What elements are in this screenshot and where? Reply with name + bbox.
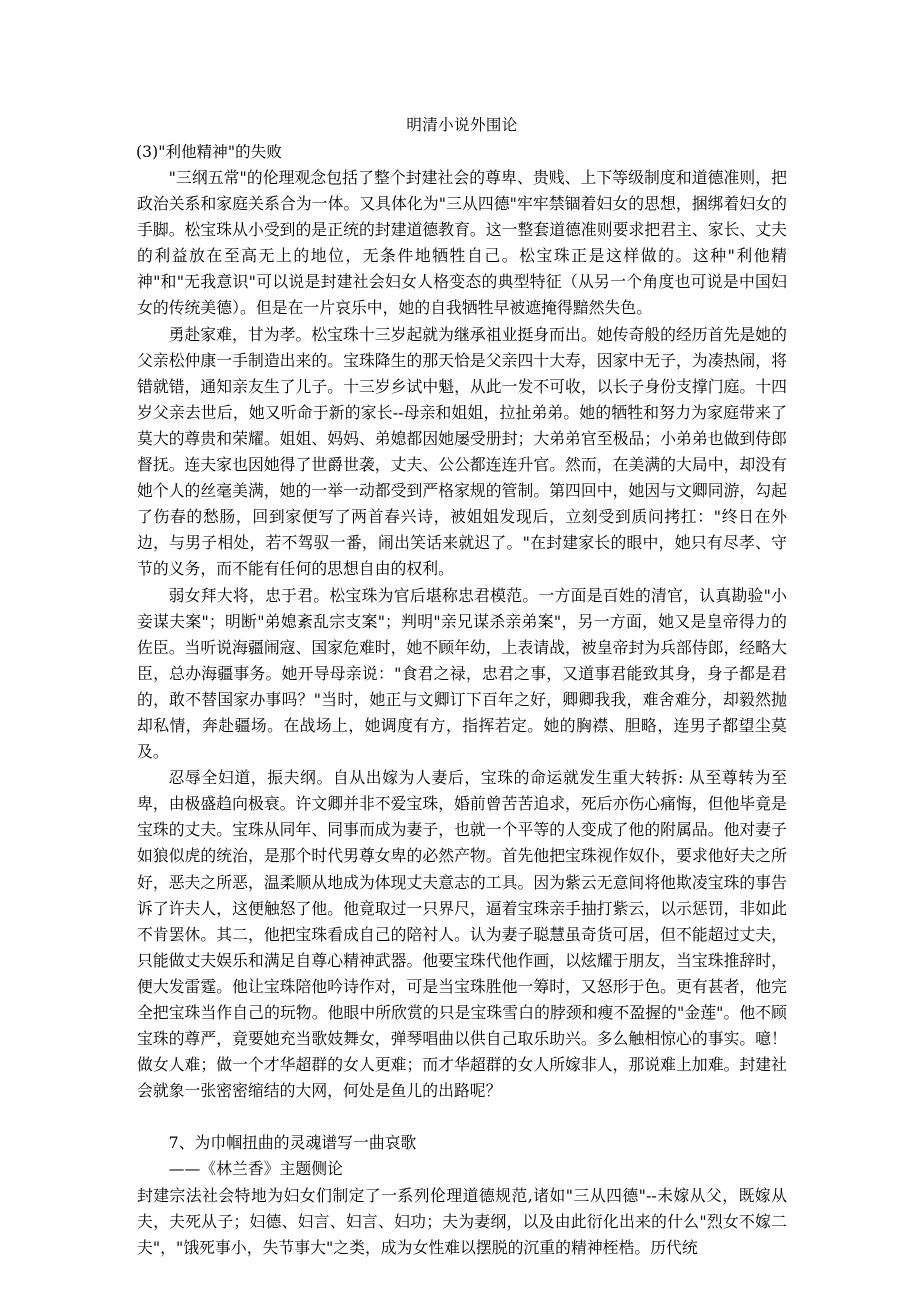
document-content <box>137 112 787 1261</box>
subsection-subtitle: ——《林兰香》主题侧论 <box>168 1159 343 1179</box>
paragraph-1: "三纲五常"的伦理观念包括了整个封建社会的尊卑、贵贱、上下等级制度和道德准则，把政治关系和家庭关系合为一体。又具体化为"三从四德"牢牢禁锢着妇女的思想，捆绑着妇女的手脚。松宝珠从小受到的是正统的封建道德教育。这一整套道德准则要求把君主、家长、丈夫的利益放在至高无上的地位，无条件地牺牲自己。松宝珠正是这样做的。这种"利他精神"和"无我意识"可以说是封建社会妇女人格变态的典型特征（从另一个角度也可说是中国妇女的传统美德）。但是在一片哀乐中，她的自我牺牲早被遮掩得黯然失色。 <box>137 168 787 318</box>
paragraph-2: 勇赴家难，甘为孝。松宝珠十三岁起就为继承祖业挺身而出。她传奇般的经历首先是她的父亲松仲康一手制造出来的。宝珠降生的那天恰是父亲四十大寿，因家中无子，为凑热闹，将错就错，通知亲友生了儿子。十三岁乡试中魁，从此一发不可收，以长子身份支撑门庭。十四岁父亲去世后，她又听命于新的家长--母亲和姐姐，拉扯弟弟。她的牺牲和努力为家庭带来了莫大的尊贵和荣耀。姐姐、妈妈、弟媳都因她屡受册封；大弟弟官至极品；小弟弟也做到侍郎督抚。连夫家也因她得了世爵世袭，丈夫、公公都连连升官。然而，在美满的大局中，却没有她个人的丝毫美满，她的一举一动都受到严格家规的管制。第四回中，她因与文卿同游，勾起了伤春的愁肠，回到家便写了两首春兴诗，被姐姐发现后，立刻受到质问拷扛："终日在外边，与男子相处，若不驾驭一番，闹出笑话来就迟了。"在封建家长的眼中，她只有尽孝、守节的义务，而不能有任何的思想自由的权利。 <box>137 324 787 579</box>
subsection-heading: 7、为巾帼扭曲的灵魂谱写一曲哀歌 <box>168 1133 417 1153</box>
paragraph-3: 弱女拜大将，忠于君。松宝珠为官后堪称忠君模范。一方面是百姓的清官，认真勘验"小妾谋夫案"；明断"弟媳紊乱宗支案"；判明"亲兄谋杀亲弟案"，另一方面，她又是皇帝得力的佐臣。当听说海疆闹寇、国家危难时，她不顾年幼，上表请战，被皇帝封为兵部侍郎，经略大臣，总办海疆事务。她开导母亲说："食君之禄，忠君之事，又道事君能致其身，身子都是君的，敢不替国家办事吗？"当时，她正与文卿订下百年之好，卿卿我我，难舍难分，却毅然抛却私情，奔赴疆场。在战场上，她调度有方，指挥若定。她的胸襟、胆略，连男子都望尘莫及。 <box>137 585 787 762</box>
paragraph-spacer <box>137 1104 787 1130</box>
subsection-paragraph: 封建宗法社会特地为妇女们制定了一系列伦理道德规范,诸如"三从四德"--未嫁从父，既嫁从夫，夫死从子；妇德、妇言、妇言、妇功；夫为妻纲，以及由此衍化出来的什么"烈女不嫁二夫"，"饿死事小，失节事大"之类，成为女性难以摆脱的沉重的精神桎梏。历代统 <box>137 1185 787 1257</box>
page-title: 明清小说外围论 <box>406 116 518 134</box>
section-heading: (3)"利他精神"的失败 <box>136 143 282 161</box>
paragraph-4: 忍辱全妇道，振夫纲。自从出嫁为人妻后，宝珠的命运就发生重大转拆: 从至尊转为至卑，由极盛趋向极衰。许文卿并非不爱宝珠，婚前曾苦苦追求，死后亦伤心痛悔，但他毕竟是宝珠的丈夫。宝珠从同年、同事而成为妻子，也就一个平等的人变成了他的附属品。他对妻子如狼似虎的统治，是那个时代男尊女卑的必然产物。首先他把宝珠视作奴仆，要求他好夫之所好，恶夫之所恶，温柔顺从地成为体现丈夫意志的工具。因为紫云无意间将他欺凌宝珠的事告诉了许夫人，这便触怒了他。他竟取过一只界尺，逼着宝珠亲手抽打紫云，以示惩罚，非如此不肯罢休。其二，他把宝珠看成自己的陪衬人。认为妻子聪慧虽奇货可居，但不能超过丈夫，只能做丈夫娱乐和满足自尊心精神武器。他要宝珠代他作画，以炫耀于朋友，当宝珠推辞时，便大发雷霆。他让宝珠陪他吟诗作对，可是当宝珠胜他一筹时，又怒形于色。更有甚者，他完全把宝珠当作自己的玩物。他眼中所欣赏的只是宝珠雪白的脖颈和瘦不盈握的"金莲"。他不顾宝珠的尊严，竟要她充当歌妓舞女，弹琴唱曲以供自己取乐助兴。多么触相惊心的事实。噫！做女人难；做一个才华超群的女人更难；而才华超群的女人所嫁非人，那说难上加难。封建社会就象一张密密缩结的大网，何处是鱼儿的出路呢？ <box>137 768 787 1101</box>
